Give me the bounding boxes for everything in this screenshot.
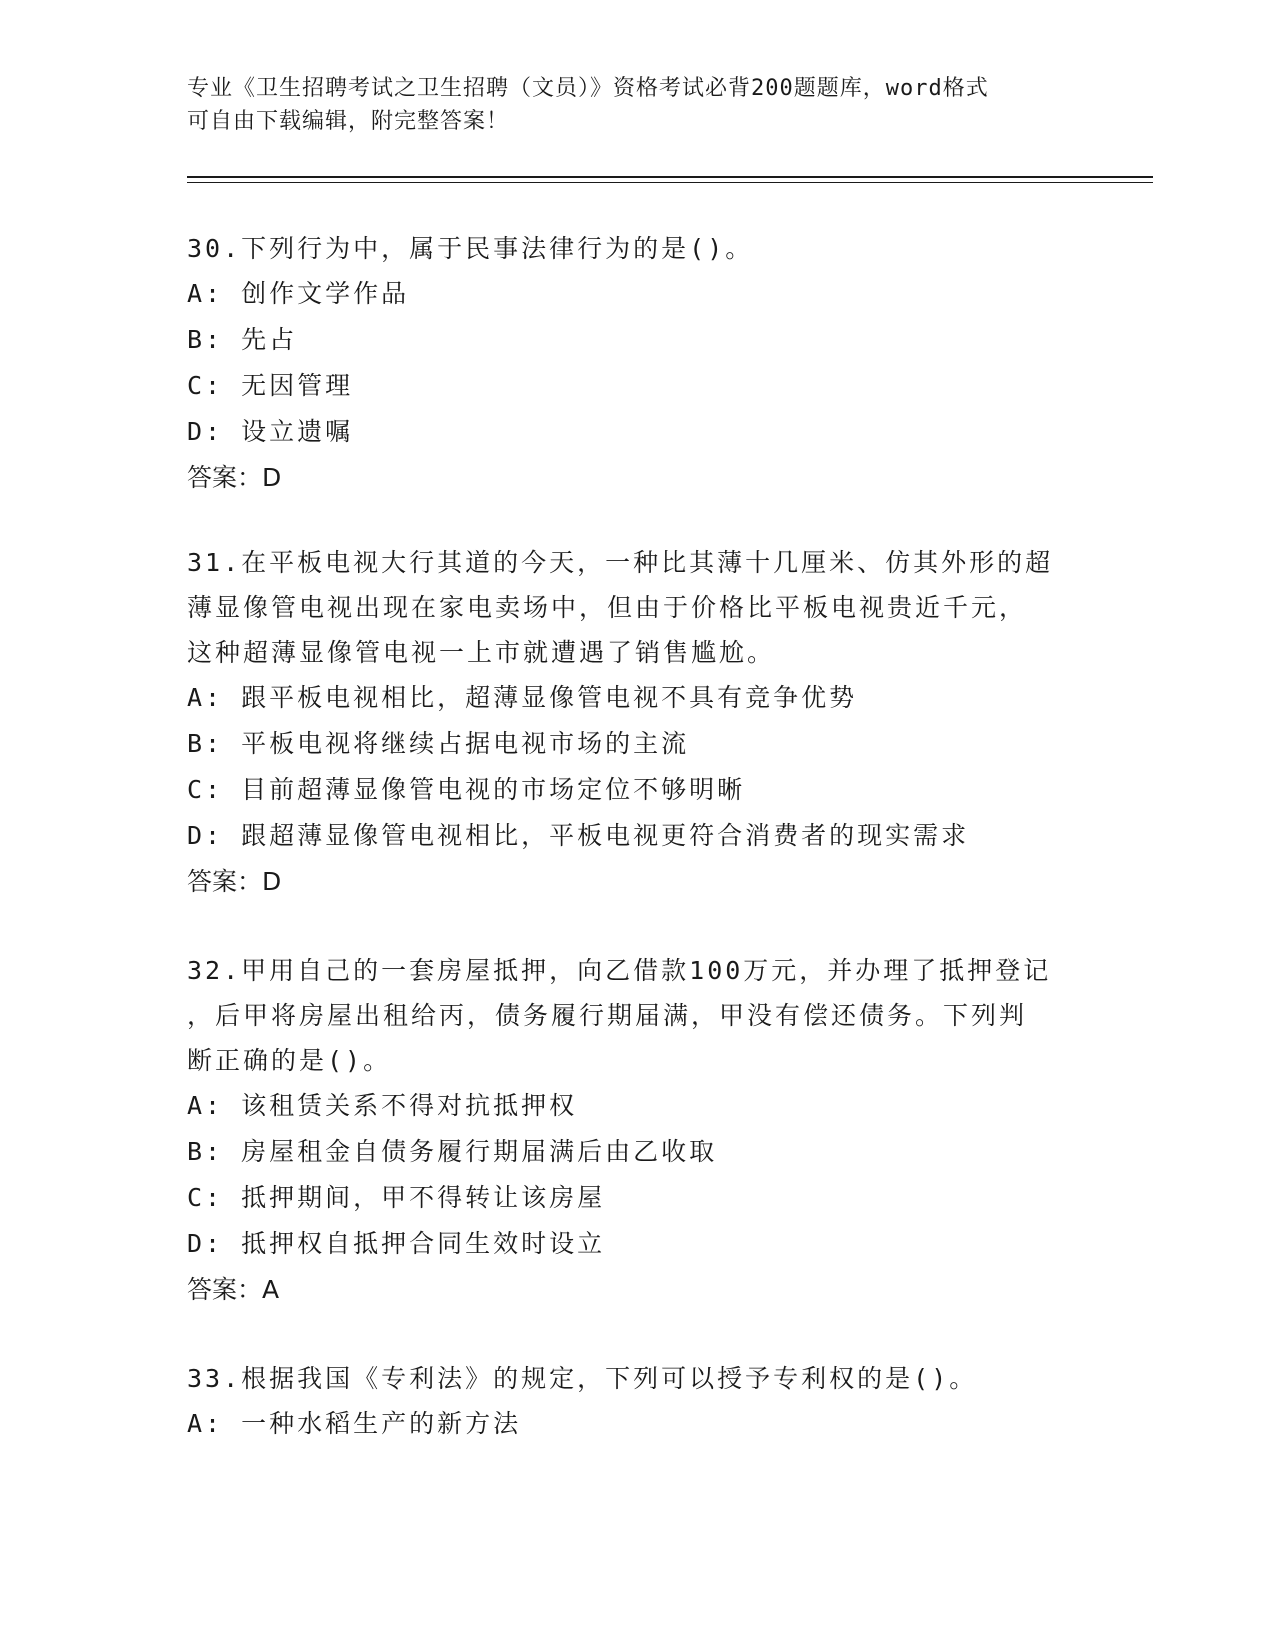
header-title-line-1: 专业《卫生招聘考试之卫生招聘（文员）》资格考试必背200题题库，word格式 xyxy=(187,76,989,101)
document-header xyxy=(187,72,1067,138)
question-30 xyxy=(187,226,1087,501)
answer: 答案：D xyxy=(187,867,282,896)
question-text-line: 31.在平板电视大行其道的今天，一种比其薄十几厘米、仿其外形的超 xyxy=(187,548,1054,577)
option-a: A: 该租赁关系不得对抗抵押权 xyxy=(187,1091,578,1120)
answer: 答案：D xyxy=(187,463,282,492)
question-text-line: ，后甲将房屋出租给丙，债务履行期届满，甲没有偿还债务。下列判 xyxy=(187,1001,1028,1030)
option-b: B: 房屋租金自债务履行期届满后由乙收取 xyxy=(187,1137,718,1166)
option-b: B: 平板电视将继续占据电视市场的主流 xyxy=(187,729,690,758)
option-c: C: 无因管理 xyxy=(187,371,354,400)
header-divider-thin xyxy=(187,182,1153,183)
option-b: B: 先占 xyxy=(187,325,298,354)
question-text-line: 薄显像管电视出现在家电卖场中，但由于价格比平板电视贵近千元， xyxy=(187,593,1028,622)
option-c: C: 目前超薄显像管电视的市场定位不够明晰 xyxy=(187,775,746,804)
option-d: D: 设立遗嘱 xyxy=(187,417,354,446)
option-d: D: 跟超薄显像管电视相比，平板电视更符合消费者的现实需求 xyxy=(187,821,970,850)
question-32 xyxy=(187,948,1087,1313)
question-31 xyxy=(187,540,1087,905)
question-33 xyxy=(187,1356,1087,1447)
header-title-line-2: 可自由下载编辑，附完整答案！ xyxy=(187,109,510,134)
option-a: A: 创作文学作品 xyxy=(187,279,410,308)
question-text-line: 30.下列行为中，属于民事法律行为的是()。 xyxy=(187,234,754,263)
question-text-line: 这种超薄显像管电视一上市就遭遇了销售尴尬。 xyxy=(187,638,776,667)
header-divider-thick xyxy=(187,176,1153,178)
question-text-line: 33.根据我国《专利法》的规定，下列可以授予专利权的是()。 xyxy=(187,1364,978,1393)
question-text-line: 32.甲用自己的一套房屋抵押，向乙借款100万元，并办理了抵押登记 xyxy=(187,956,1052,985)
option-c: C: 抵押期间，甲不得转让该房屋 xyxy=(187,1183,606,1212)
option-a: A: 一种水稻生产的新方法 xyxy=(187,1409,522,1438)
question-text-line: 断正确的是()。 xyxy=(187,1046,392,1075)
option-d: D: 抵押权自抵押合同生效时设立 xyxy=(187,1229,606,1258)
option-a: A: 跟平板电视相比，超薄显像管电视不具有竞争优势 xyxy=(187,683,858,712)
answer: 答案：A xyxy=(187,1275,280,1304)
